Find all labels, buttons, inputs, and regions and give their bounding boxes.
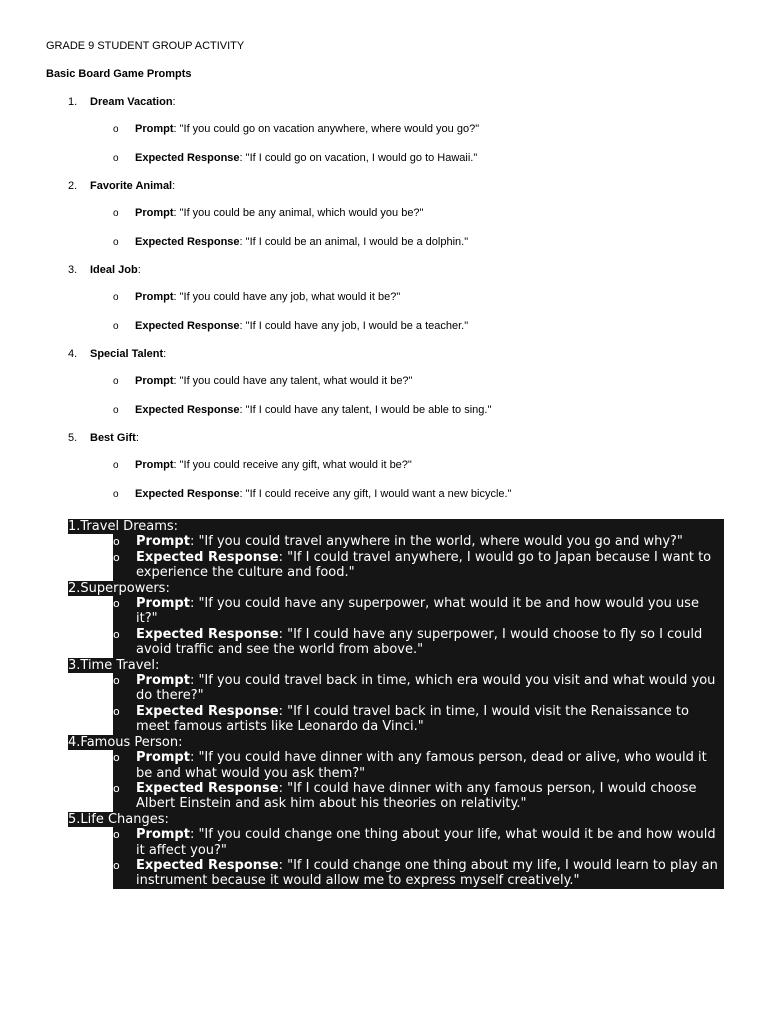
list-item-heading [68,264,141,276]
bullet-marker: o [113,321,119,332]
prompt-line [113,750,724,781]
item-colon: : [137,264,141,276]
expected-response-line [113,627,724,658]
item-number: 2. [68,180,78,192]
bullet-marker: o [113,751,120,765]
expected-response-line [113,320,468,332]
bullet-marker: o [113,550,120,564]
bullet-marker: o [113,124,119,135]
sub-label: Prompt [135,123,174,135]
expected-response-line [113,858,724,889]
sub-text: : "If I could have dinner with any famous person, I would choose Albert Einstein and ask him about his theories on relativity." [136,780,697,812]
item-colon: : [172,180,176,192]
item-title: Dream Vacation [90,96,173,108]
sub-text: : "If you could travel anywhere in the world, where would you go and why?" [189,534,683,550]
sub-label: Expected Response [135,488,240,500]
sub-label: Prompt [135,459,174,471]
bullet-marker: o [113,460,119,471]
expected-response-line [113,404,491,416]
sub-text: : "If you could have any talent, what would it be?" [173,375,413,387]
list-item-heading [68,348,166,360]
sub-text: : "If you could change one thing about your life, what would it be and how would it affect you?" [136,827,716,858]
item-number: 1. [68,96,78,108]
bullet-marker: o [113,535,120,549]
item-number: 5. [68,811,81,827]
sub-text: : "If you could have any job, what would it be?" [173,291,401,303]
sub-label: Prompt [136,673,190,689]
list-item-heading [68,658,724,673]
sub-text: : "If I could travel anywhere, I would go to Japan because I want to experience the culture and food." [136,549,712,581]
item-colon: : [178,734,183,750]
prompt-line [113,375,412,387]
sub-text: : "If I could go on vacation, I would go to Hawaii." [239,152,478,164]
sub-label: Expected Response [135,320,240,332]
list-item-heading [68,519,724,534]
prompt-line [113,123,479,135]
list-item-heading [68,581,724,596]
sub-text: : "If I could be an animal, I would be a dolphin." [239,236,469,248]
list-item-heading [68,96,176,108]
item-number: 4. [68,348,78,360]
expected-response-line [113,236,468,248]
item-colon: : [173,519,179,534]
item-number: 3. [68,264,78,276]
sub-text: : "If you could be any animal, which would you be?" [173,207,424,219]
expected-response-line [113,488,512,500]
item-title: Favorite Animal [90,180,173,192]
prompt-line [113,534,724,549]
prompt-line [113,596,724,627]
bullet-marker: o [113,674,120,688]
sub-label: Prompt [136,750,190,766]
item-colon: : [135,432,139,444]
prompt-line [113,673,724,704]
document-title: GRADE 9 STUDENT GROUP ACTIVITY [46,40,245,52]
item-title: Superpowers [80,580,166,596]
item-title: Best Gift [90,432,136,444]
sub-label: Prompt [135,291,174,303]
prompt-line [113,291,400,303]
expected-response-line [113,781,724,812]
sub-label: Expected Response [136,780,279,796]
bullet-marker: o [113,781,120,795]
sub-text: : "If I could have any talent, I would be able to sing." [239,404,492,416]
sub-text: : "If I could change one thing about my life, I would learn to play an instrument because it would allow me to express myself creatively." [136,857,718,889]
bullet-marker: o [113,597,120,611]
sub-label: Expected Response [136,626,279,642]
sub-text: : "If you could go on vacation anywhere, where would you go?" [173,123,480,135]
item-title: Famous Person [80,734,179,750]
sub-text: : "If I could have any job, I would be a teacher." [239,320,469,332]
bullet-marker: o [113,704,120,718]
prompt-line [113,827,724,858]
item-colon: : [165,580,170,596]
list-item-heading [68,735,724,750]
sub-text: : "If you could receive any gift, what would it be?" [173,459,412,471]
item-number: 3. [68,657,81,673]
sub-text: : "If you could have any superpower, what would it be and how would you use it?" [136,596,699,627]
item-colon: : [172,96,176,108]
expected-response-line [113,550,724,581]
list-item-heading [68,432,139,444]
sub-text: : "If I could travel back in time, I would visit the Renaissance to meet famous artists like Leonardo da Vinci." [136,703,689,735]
sub-label: Prompt [135,207,174,219]
sub-label: Expected Response [135,152,240,164]
bullet-marker: o [113,208,119,219]
item-title: Ideal Job [90,264,138,276]
sub-label: Prompt [136,534,190,550]
bullet-marker: o [113,153,119,164]
item-title: Special Talent [90,348,164,360]
highlighted-prompts-list [68,519,724,889]
bullet-marker: o [113,237,119,248]
sub-label: Expected Response [136,703,279,719]
sub-label: Prompt [136,827,190,843]
sub-text: : "If I could have any superpower, I would choose to fly so I could avoid traffic and see the world from above." [136,626,703,658]
expected-response-line [113,704,724,735]
sub-label: Expected Response [136,549,279,565]
item-number: 1. [68,519,81,534]
bullet-marker: o [113,376,119,387]
bullet-marker: o [113,489,119,500]
item-title: Travel Dreams [80,519,174,534]
expected-response-line [113,152,477,164]
item-title: Time Travel [80,657,155,673]
item-number: 5. [68,432,78,444]
sub-text: : "If you could travel back in time, which era would you visit and what would you do there?" [136,673,716,704]
bullet-marker: o [113,292,119,303]
prompt-line [113,459,412,471]
item-number: 4. [68,734,81,750]
list-item-heading [68,180,175,192]
list-item-heading [68,812,724,827]
bullet-marker: o [113,828,120,842]
item-number: 2. [68,580,81,596]
sub-label: Prompt [136,596,190,612]
item-title: Life Changes [80,811,165,827]
bullet-marker: o [113,627,120,641]
bullet-marker: o [113,858,120,872]
document-subtitle: Basic Board Game Prompts [46,68,192,80]
sub-text: : "If you could have dinner with any famous person, dead or alive, who would it be and what would you ask them?" [136,750,707,781]
sub-label: Expected Response [135,404,240,416]
bullet-marker: o [113,405,119,416]
sub-label: Expected Response [136,857,279,873]
prompt-line [113,207,423,219]
sub-label: Expected Response [135,236,240,248]
item-colon: : [164,811,169,827]
sub-text: : "If I could receive any gift, I would want a new bicycle." [239,488,512,500]
item-colon: : [155,657,160,673]
sub-label: Prompt [135,375,174,387]
item-colon: : [163,348,167,360]
